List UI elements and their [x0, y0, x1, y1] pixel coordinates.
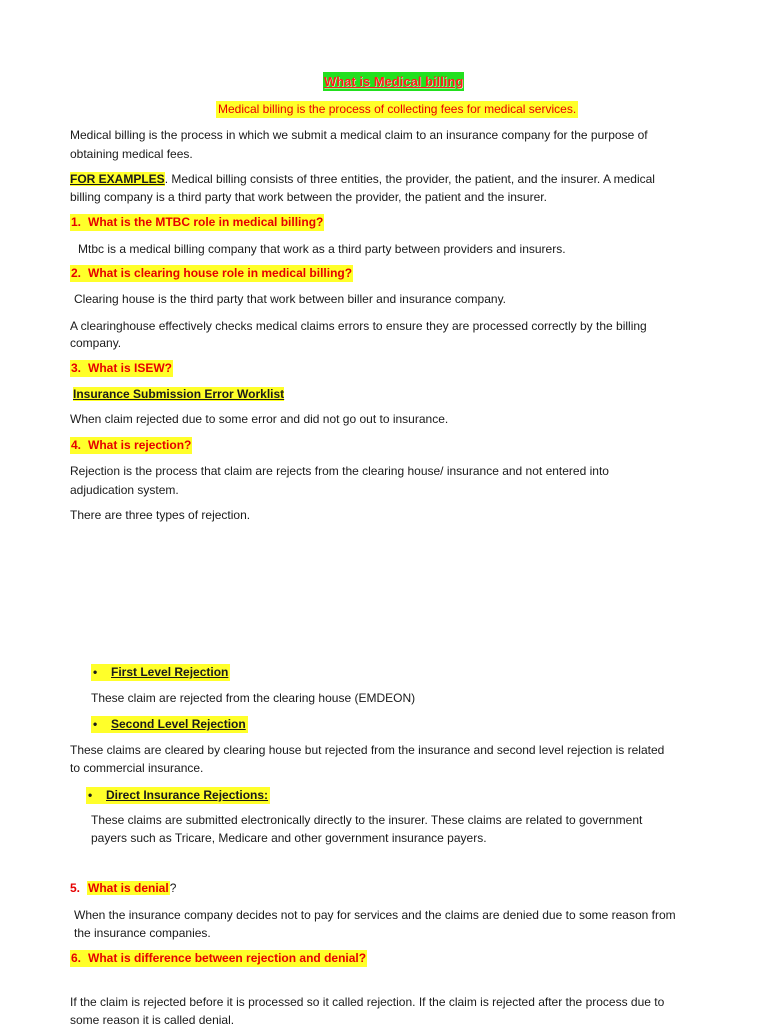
- example-text: . Medical billing consists of three entities, the provider, the patient, and the insurer. A medical: [164, 172, 655, 186]
- intro-line-2: obtaining medical fees.: [70, 147, 193, 161]
- question-2-text: What is clearing house role in medical billing?: [88, 266, 353, 280]
- answer-6-line-1: If the claim is rejected before it is processed so it called rejection. If the claim is rejected after the process due to: [70, 995, 665, 1009]
- answer-5-line-2: the insurance companies.: [74, 926, 211, 940]
- rejection-type-3: [86, 787, 270, 804]
- answer-4-line-1: Rejection is the process that claim are rejects from the clearing house/ insurance and not entered into: [70, 464, 609, 478]
- answer-2: Clearing house is the third party that work between biller and insurance company.: [74, 292, 507, 306]
- example-label: FOR EXAMPLES: [70, 172, 165, 186]
- rejection-type-3-desc-1: These claims are submitted electronically directly to the insurer. These claims are related to government: [91, 813, 643, 827]
- isew-definition: [73, 385, 284, 403]
- rejection-type-2-desc-1: These claims are cleared by clearing house but rejected from the insurance and second level rejection is related: [70, 743, 665, 757]
- question-6: [70, 950, 367, 967]
- answer-4-line-2: adjudication system.: [70, 483, 179, 497]
- question-6-number: 6.: [71, 951, 82, 965]
- rejection-type-1-title: First Level Rejection: [111, 665, 229, 679]
- question-1-number: 1.: [71, 215, 82, 229]
- page-subtitle: Medical billing is the process of collecting fees for medical services.: [218, 102, 577, 116]
- rejection-type-3-title: Direct Insurance Rejections:: [106, 788, 269, 802]
- intro-line-1: Medical billing is the process in which we submit a medical claim to an insurance company for the purpose of: [70, 128, 648, 142]
- answer-4b: There are three types of rejection.: [70, 508, 251, 522]
- question-3-text: What is ISEW?: [88, 361, 173, 375]
- question-5-text: What is denial: [88, 881, 169, 895]
- question-3: [70, 360, 173, 377]
- question-2: [70, 265, 353, 282]
- question-5-number: 5.: [70, 881, 81, 895]
- page-title: What is Medical billing: [324, 74, 464, 89]
- example-line-1: [70, 170, 655, 188]
- question-3-number: 3.: [71, 361, 82, 375]
- rejection-type-2: [91, 716, 248, 733]
- question-5-suffix: ?: [169, 881, 177, 895]
- rejection-type-1-desc: These claim are rejected from the clearing house (EMDEON): [91, 691, 416, 705]
- question-6-text: What is difference between rejection and denial?: [88, 951, 367, 965]
- question-1-text: What is the MTBC role in medical billing?: [88, 215, 324, 229]
- answer-1: Mtbc is a medical billing company that work as a third party between providers and insurers.: [78, 242, 566, 256]
- question-1: [70, 214, 324, 231]
- rejection-type-2-title: Second Level Rejection: [111, 717, 246, 731]
- question-4-number: 4.: [71, 438, 82, 452]
- answer-6-line-2: some reason it is called denial.: [70, 1013, 235, 1027]
- rejection-type-2-desc-2: to commercial insurance.: [70, 761, 204, 775]
- answer-5-line-1: When the insurance company decides not to pay for services and the claims are denied due to some reason from: [74, 908, 676, 922]
- question-4: [70, 437, 192, 454]
- question-4-text: What is rejection?: [88, 438, 192, 452]
- rejection-type-3-desc-2: payers such as Tricare, Medicare and other government insurance payers.: [91, 831, 487, 845]
- answer-2b-line-2: company.: [70, 336, 122, 350]
- bullet-icon: •: [93, 665, 98, 679]
- question-2-number: 2.: [71, 266, 82, 280]
- bullet-icon: •: [93, 717, 98, 731]
- bullet-icon: •: [88, 788, 93, 802]
- answer-2b-line-1: A clearinghouse effectively checks medical claims errors to ensure they are processed correctly by the billing: [70, 319, 647, 333]
- rejection-type-1: [91, 664, 230, 681]
- answer-3: When claim rejected due to some error and did not go out to insurance.: [70, 412, 449, 426]
- question-5: [70, 880, 176, 897]
- example-line-2: billing company is a third party that work between the provider, the patient and the insurer.: [70, 190, 547, 204]
- isew-full-name: Insurance Submission Error Worklist: [73, 387, 285, 401]
